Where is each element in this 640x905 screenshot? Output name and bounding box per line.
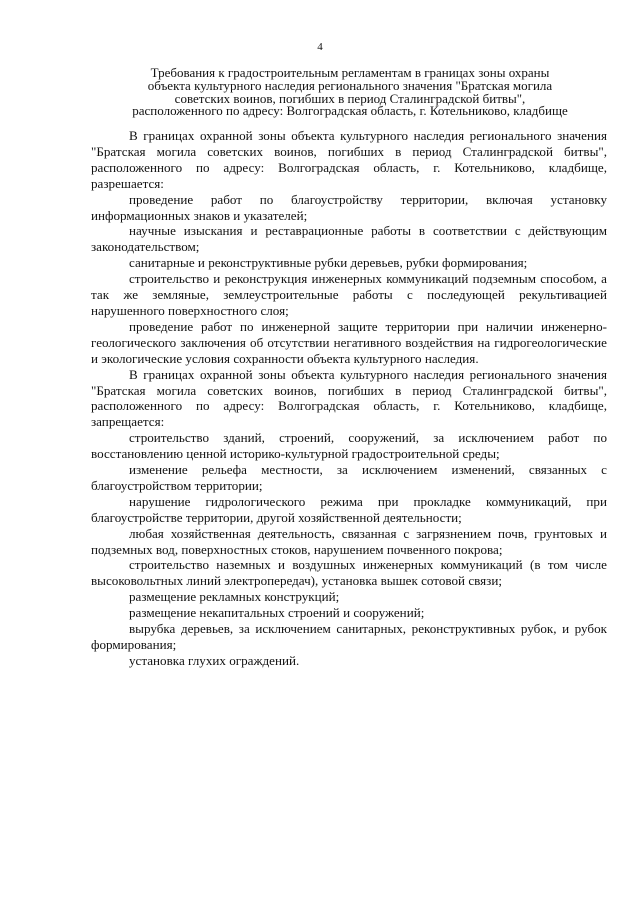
- intro-permitted-paragraph: В границах охранной зоны объекта культурного наследия регионального значения "Братская могила советских воинов, погибших в период Сталинградской битвы", расположенного по адресу: Волгоградская область, г. Котельниково, кладбище, разрешается:: [91, 128, 607, 191]
- title-line: Требования к градостроительным регламентам в границах зоны охраны: [150, 65, 550, 80]
- title-line: расположенного по адресу: Волгоградская область, г. Котельниково, кладбище: [132, 103, 568, 119]
- permitted-item: научные изыскания и реставрационные работы в соответствии с действующим законодательством;: [91, 223, 607, 255]
- prohibited-item: изменение рельефа местности, за исключением изменений, связанных с благоустройством территории;: [91, 462, 607, 493]
- permitted-item: проведение работ по благоустройству территории, включая установку информационных знаков и указателей;: [91, 191, 607, 223]
- title-line: советских воинов, погибших в период Сталинградской битвы",: [174, 90, 526, 106]
- document-body: [91, 128, 607, 669]
- prohibited-item: вырубка деревьев, за исключением санитарных, реконструктивных рубок, и рубок формирования;: [91, 621, 607, 652]
- document-title: [84, 67, 616, 118]
- prohibited-item: нарушение гидрологического режима при прокладке коммуникаций, при благоустройстве территории, другой хозяйственной деятельности;: [91, 493, 607, 525]
- page-number: 4: [317, 41, 323, 53]
- prohibited-item: размещение рекламных конструкций;: [129, 589, 340, 605]
- permitted-item: санитарные и реконструктивные рубки деревьев, рубки формирования;: [129, 255, 528, 271]
- prohibited-item: строительство наземных и воздушных инженерных коммуникаций (в том числе высоковольтных линий электропередач), установка вышек сотовой связи;: [91, 557, 607, 589]
- prohibited-item: любая хозяйственная деятельность, связанная с загрязнением почв, грунтовых и подземных вод, поверхностных стоков, нарушением почвенного покрова;: [91, 525, 607, 557]
- prohibited-item: установка глухих ограждений.: [129, 652, 300, 668]
- prohibited-item: размещение некапитальных строений и сооружений;: [129, 605, 425, 621]
- permitted-item: проведение работ по инженерной защите территории при наличии инженерно-геологического заключения об отсутствии негативного воздействия на гидрогеологические и экологические условия сохранности объекта культурного наследия.: [91, 318, 607, 366]
- prohibited-item: строительство зданий, строений, сооружений, за исключением работ по восстановлению ценной историко-культурной градостроительной среды;: [91, 430, 607, 462]
- intro-prohibited-paragraph: В границах охранной зоны объекта культурного наследия регионального значения "Братская могила советских воинов, погибших в период Сталинградской битвы", расположенного по адресу: Волгоградская область, г. Котельниково, кладбище, запрещается:: [91, 366, 607, 430]
- permitted-item: строительство и реконструкция инженерных коммуникаций подземным способом, а так же земляные, землеустроительные работы с последующей рекультивацией нарушенного поверхностного слоя;: [91, 271, 607, 318]
- title-line: объекта культурного наследия регионального значения "Братская могила: [147, 77, 553, 93]
